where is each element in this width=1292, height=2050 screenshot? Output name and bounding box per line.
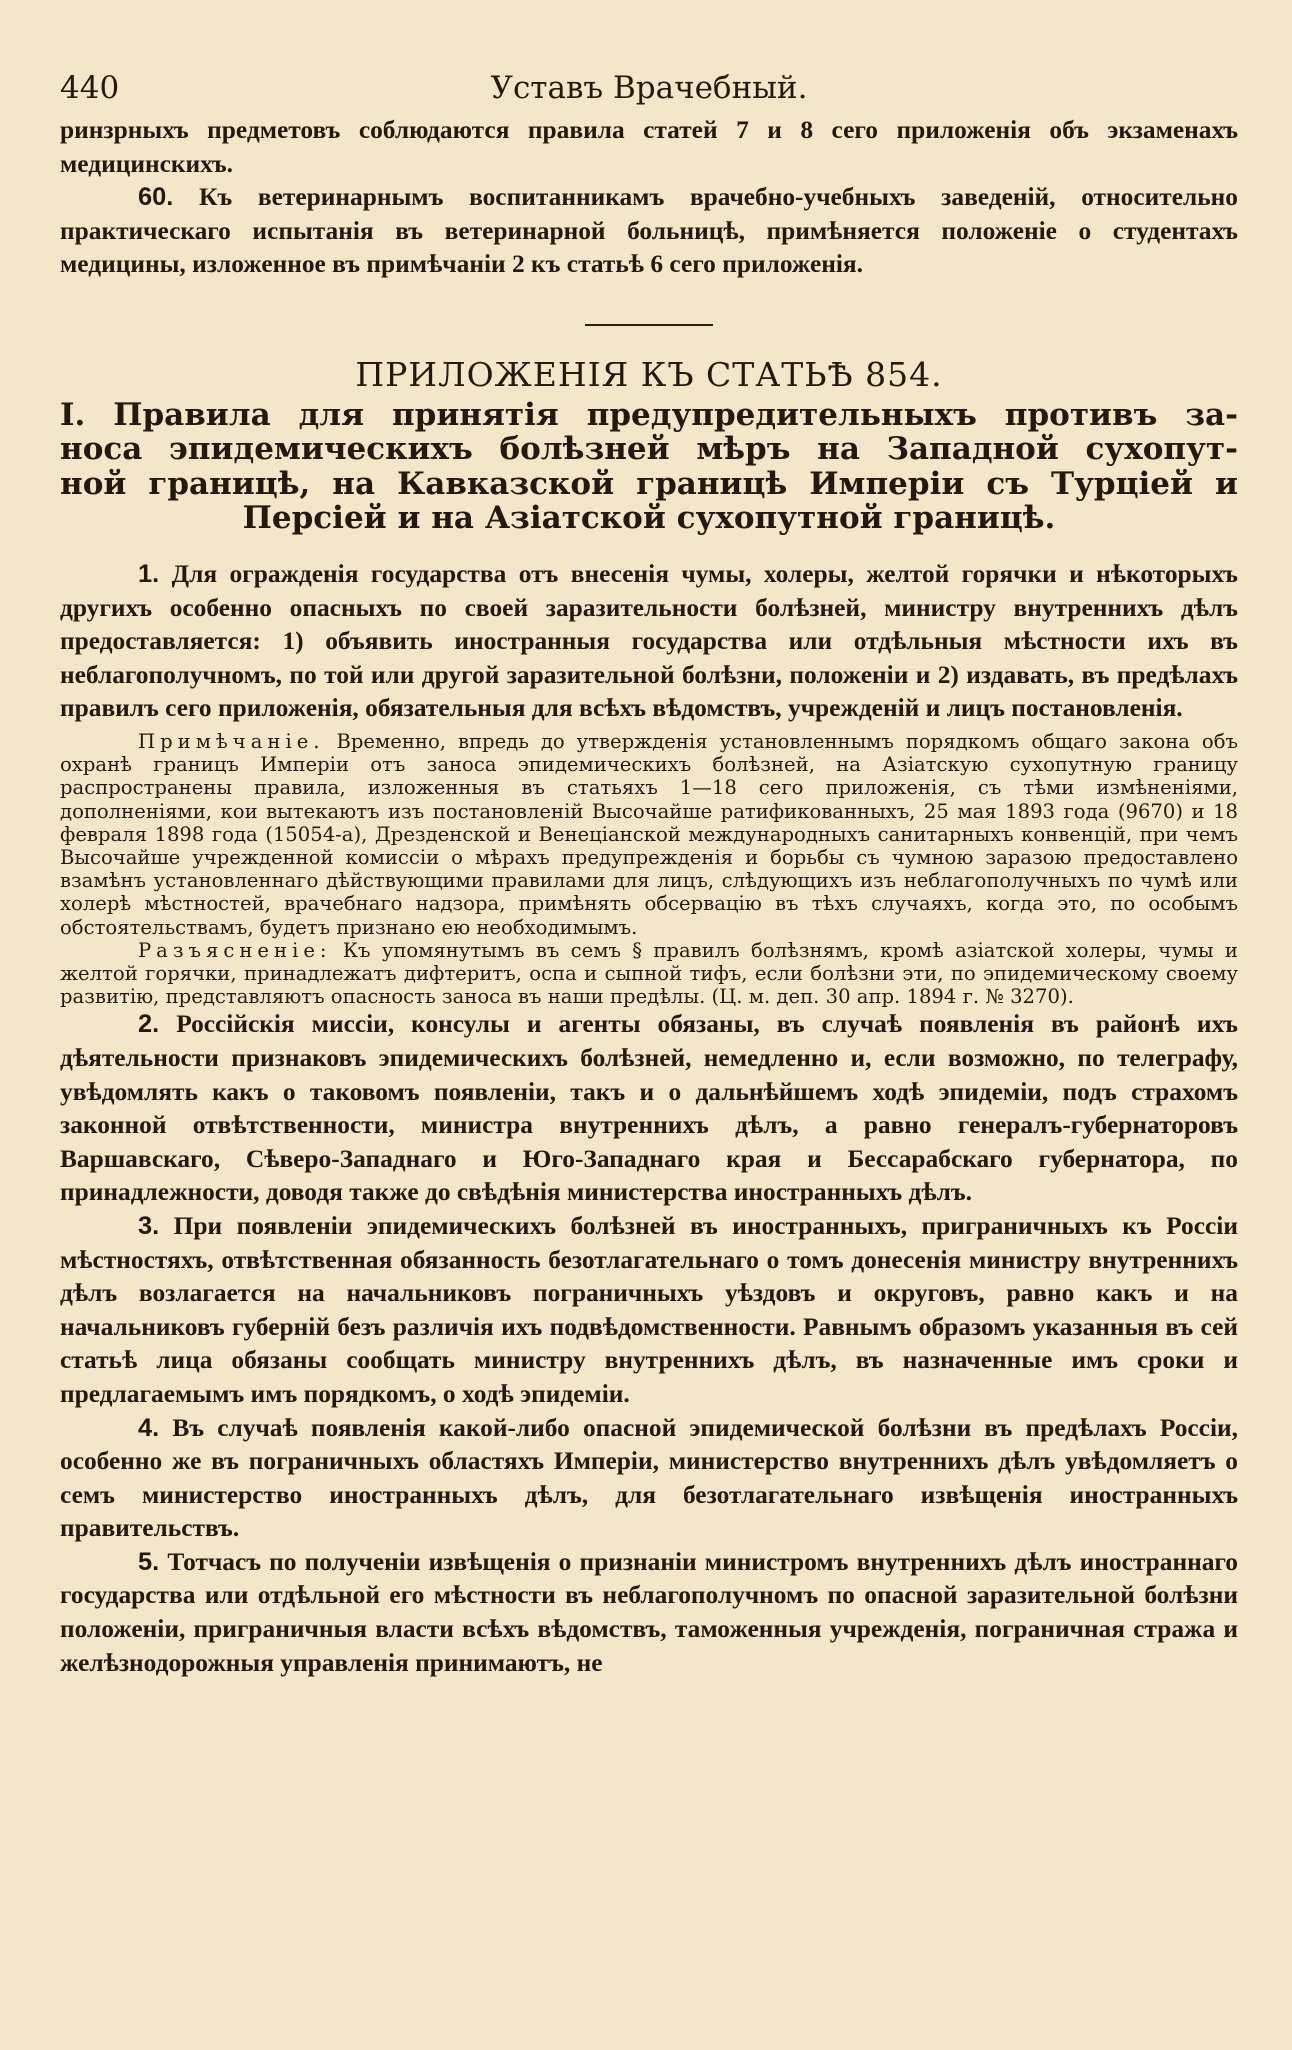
note-label: Примѣчаніе. — [138, 729, 325, 753]
article-5-text: Тотчасъ по полученіи извѣщенія о признаніи министромъ внутреннихъ дѣлъ иностраннаго государства или отдѣльной его мѣстности въ неблагополучномъ по опасной заразительной болѣзни положеніи, приграничныя власти всѣхъ вѣдомствъ, таможенныя учрежденія, пограничная стража и желѣзнодорожныя управленія принимаютъ, не — [60, 1547, 1238, 1677]
article-2 — [60, 1008, 1238, 1210]
article-4-text: Въ случаѣ появленія какой-либо опасной эпидемической болѣзни въ предѣлахъ Россіи, особенно же въ пограничныхъ областяхъ Имперіи, министерство внутреннихъ дѣлъ увѣдомляетъ о семъ министерство иностранныхъ дѣлъ, для безотлагательнаго извѣщенія иностранныхъ правительствъ. — [60, 1413, 1238, 1543]
section-divider — [585, 324, 713, 326]
article-3-number: 3. — [138, 1211, 160, 1240]
explanation-text: Къ упомянутымъ въ семъ § правилъ болѣзнямъ, кромѣ азіатской холеры, чумы и желтой горячки, принадлежатъ дифтеритъ, оспа и сыпной тифъ, если болѣзни эти, по эпидемическому своему развитію, представляютъ опасность заноса въ наши предѣлы. (Ц. м. деп. 30 апр. 1894 г. № 3270). — [60, 938, 1238, 1009]
continuation-paragraph: ринзрныхъ предметовъ соблюдаются правила статей 7 и 8 сего приложенія объ экзаменахъ медицинскихъ. — [60, 116, 1238, 178]
running-head — [60, 70, 1238, 114]
article-60-number: 60. — [138, 183, 174, 212]
article-1-number: 1. — [138, 559, 160, 588]
running-title: Уставъ Врачебный. — [490, 70, 808, 106]
article-1 — [60, 558, 1238, 726]
article-2-number: 2. — [138, 1010, 160, 1039]
article-3-text: При появленіи эпидемическихъ болѣзней въ иностранныхъ, приграничныхъ къ Россіи мѣстностяхъ, отвѣтственная обязанность безотлагательнаго о томъ донесенія министру внутреннихъ дѣлъ возлагается на начальниковъ пограничныхъ уѣздовъ и округовъ, равно какъ и на начальниковъ губерній безъ различія ихъ подвѣдомственности. Равнымъ образомъ указанныя въ сей статьѣ лица обязаны сообщать министру внутреннихъ дѣлъ, въ назначенные имъ сроки и предлагаемымъ имъ порядкомъ, о ходѣ эпидеміи. — [60, 1211, 1238, 1408]
article-1-text: Для огражденія государства отъ внесенія чумы, холеры, желтой горячки и нѣкоторыхъ другихъ особенно опасныхъ по своей заразительности болѣзней, министру внутреннихъ дѣлъ предоставляется: 1) объявить иностранныя государства или отдѣльныя мѣстности ихъ въ неблагополучномъ, по той или другой заразительной болѣзни, положеніи и 2) издавать, въ предѣлахъ правилъ сего приложенія, обязательныя для всѣхъ вѣдомствъ, учрежденій и лицъ постановленія. — [60, 559, 1238, 723]
article-4-number: 4. — [138, 1413, 160, 1442]
note-paragraph — [60, 730, 1238, 939]
article-4 — [60, 1412, 1238, 1546]
article-5-number: 5. — [138, 1547, 160, 1576]
article-60-text: Къ ветеринарнымъ воспитанникамъ врачебно-учебныхъ заведеній, относительно практическаго испытанія въ ветеринарной больницѣ, примѣняется положеніе о студентахъ медицины, изложенное въ примѣчаніи 2 къ статьѣ 6 сего приложенія. — [60, 183, 1238, 279]
article-2-text: Россійскія миссіи, консулы и агенты обязаны, въ случаѣ появленія въ районѣ ихъ дѣятельности признаковъ эпидемическихъ болѣзней, немедленно и, если возможно, по телеграфу, увѣдомлять какъ о таковомъ появленіи, такъ и о дальнѣйшемъ ходѣ эпидеміи, подъ страхомъ законной отвѣтственности, министра внутреннихъ дѣлъ, а равно генералъ-губернаторовъ Варшавскаго, Сѣверо-Западнаго и Юго-Западнаго края и Бессарабскаго губернатора, по принадлежности, доводя также до свѣдѣнія министерства иностранныхъ дѣлъ. — [60, 1010, 1238, 1207]
rules-title-line-4: Персіей и на Азіатской сухопутной границѣ. — [242, 500, 1056, 537]
rules-title-line-1: I. Правила для принятія предупредительныхъ противъ за- — [60, 396, 1238, 433]
rules-title-line-2: носа эпидемическихъ болѣзней мѣръ на Западной сухопут- — [60, 431, 1238, 468]
document-page — [60, 70, 1238, 1680]
rules-title — [60, 398, 1238, 536]
rules-title-line-3: ной границѣ, на Кавказской границѣ Имперіи съ Турціей и — [60, 465, 1238, 502]
article-3 — [60, 1210, 1238, 1412]
explanation-paragraph — [60, 939, 1238, 1009]
article-5 — [60, 1546, 1238, 1680]
note-text: Временно, впредь до утвержденія установленнымъ порядкомъ общаго закона объ охранѣ границъ Имперіи отъ заноса эпидемическихъ болѣзней, на Азіатскую сухопутную границу распространены правила, изложенныя въ статьяхъ 1—18 сего приложенія, съ тѣми измѣненіями, дополненіями, кои вытекаютъ изъ постановленій Высочайше ратификованныхъ, 25 мая 1893 года (9670) и 18 февраля 1898 года (15054-а), Дрезденской и Венеціанской международныхъ санитарныхъ конвенцій, при чемъ Высочайше учрежденной комиссіи о мѣрахъ предупрежденія и борьбы съ чумною заразою предоставлено взамѣнъ установленнаго дѣйствующими правилами для лицъ, слѣдующихъ изъ неблагополучныхъ по чумѣ или холерѣ мѣстностей, врачебнаго надзора, примѣнять обсервацію въ тѣхъ случаяхъ, когда это, по особымъ обстоятельствамъ, будетъ признано ею необходимымъ. — [60, 729, 1238, 939]
article-60 — [60, 181, 1238, 282]
page-number: 440 — [60, 70, 120, 106]
section-title: ПРИЛОЖЕНІЯ КЪ СТАТЬѢ 854. — [355, 354, 943, 394]
explanation-label: Разъясненіе: — [138, 938, 332, 962]
